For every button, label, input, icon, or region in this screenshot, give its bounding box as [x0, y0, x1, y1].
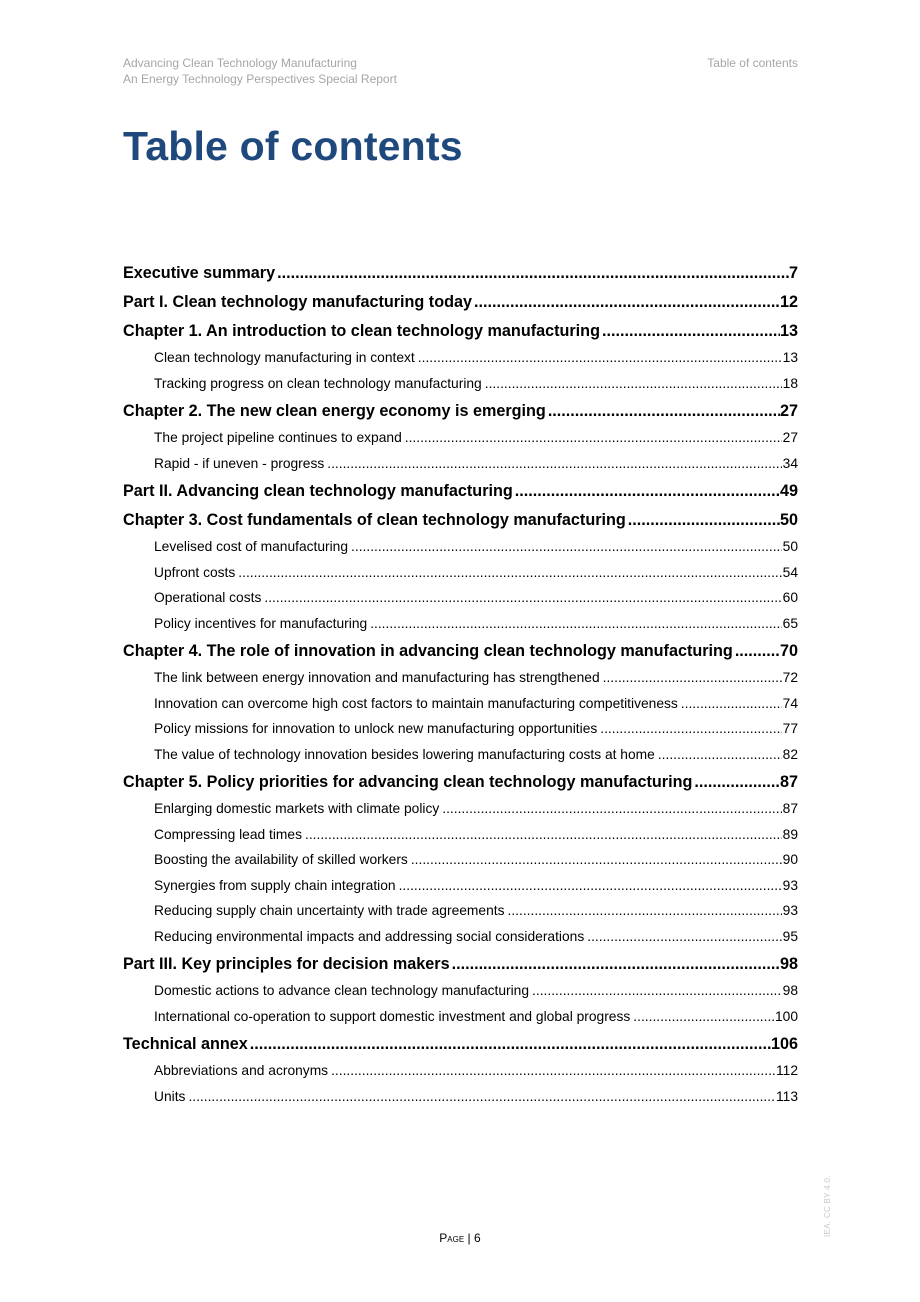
toc-entry-label: Synergies from supply chain integration	[154, 877, 396, 893]
toc-entry-section[interactable]	[123, 926, 798, 952]
toc-entry-section[interactable]	[123, 1006, 798, 1032]
page-footer	[0, 1231, 920, 1245]
footer-page-number: 6	[474, 1231, 481, 1245]
toc-entry-chapter[interactable]	[123, 289, 798, 318]
toc-entry-page: 54	[782, 564, 798, 580]
toc-entry-page: 113	[776, 1088, 798, 1104]
toc-dot-leader	[250, 1035, 771, 1054]
footer-page-word: Page	[439, 1231, 465, 1245]
running-header-section: Table of contents	[707, 56, 798, 70]
toc-entry-page: 50	[782, 539, 798, 554]
toc-entry-label: Chapter 2. The new clean energy economy is emerging	[123, 402, 546, 420]
toc-entry-section[interactable]	[123, 718, 798, 744]
toc-entry-label: Operational costs	[154, 590, 262, 605]
toc-entry-page: 87	[779, 773, 798, 791]
report-subtitle: An Energy Technology Perspectives Special Report	[123, 72, 397, 86]
toc-dot-leader	[305, 827, 782, 842]
toc-entry-page: 77	[782, 721, 798, 736]
toc-entry-label: Upfront costs	[154, 564, 236, 580]
toc-entry-section[interactable]	[123, 667, 798, 693]
toc-entry-label: Chapter 5. Policy priorities for advancing clean technology manufacturing	[123, 773, 693, 791]
toc-entry-section[interactable]	[123, 875, 798, 901]
toc-entry-page: 34	[782, 455, 798, 471]
toc-entry-page: 112	[776, 1063, 798, 1078]
toc-dot-leader	[603, 670, 782, 685]
toc-entry-section[interactable]	[123, 849, 798, 875]
toc-entry-page: 93	[782, 877, 798, 893]
toc-entry-label: Innovation can overcome high cost factors to maintain manufacturing competitiveness	[154, 695, 678, 711]
toc-entry-section[interactable]	[123, 587, 798, 613]
toc-entry-page: 60	[782, 590, 798, 605]
toc-entry-chapter[interactable]	[123, 318, 798, 347]
toc-entry-chapter[interactable]	[123, 260, 798, 289]
toc-entry-section[interactable]	[123, 693, 798, 719]
toc-entry-label: Tracking progress on clean technology manufacturing	[154, 375, 482, 391]
toc-entry-chapter[interactable]	[123, 507, 798, 536]
toc-entry-section[interactable]	[123, 900, 798, 926]
toc-dot-leader	[658, 747, 782, 762]
table-of-contents	[123, 260, 798, 1111]
toc-entry-page: 50	[779, 511, 798, 529]
toc-entry-page: 18	[782, 375, 798, 391]
toc-entry-page: 100	[774, 1008, 798, 1024]
toc-entry-page: 95	[782, 928, 798, 944]
toc-dot-leader	[418, 350, 782, 365]
toc-entry-label: The project pipeline continues to expand	[154, 430, 402, 445]
toc-entry-label: Policy missions for innovation to unlock new manufacturing opportunities	[154, 721, 598, 736]
toc-dot-leader	[411, 852, 782, 867]
toc-dot-leader	[327, 456, 781, 471]
toc-entry-page: 98	[779, 955, 798, 973]
toc-entry-section[interactable]	[123, 824, 798, 850]
toc-entry-chapter[interactable]	[123, 951, 798, 980]
toc-entry-label: Chapter 1. An introduction to clean technology manufacturing	[123, 322, 600, 340]
toc-entry-label: Executive summary	[123, 264, 276, 282]
toc-entry-section[interactable]	[123, 744, 798, 770]
toc-entry-section[interactable]	[123, 347, 798, 373]
toc-entry-label: Part III. Key principles for decision makers	[123, 955, 450, 973]
toc-dot-leader	[370, 616, 781, 631]
toc-dot-leader	[188, 1089, 775, 1104]
toc-entry-page: 27	[779, 402, 798, 420]
toc-entry-section[interactable]	[123, 980, 798, 1006]
toc-entry-section[interactable]	[123, 798, 798, 824]
toc-dot-leader	[474, 293, 780, 312]
toc-dot-leader	[602, 322, 780, 341]
toc-entry-label: Reducing supply chain uncertainty with trade agreements	[154, 903, 505, 918]
toc-entry-page: 7	[788, 264, 798, 282]
toc-entry-page: 72	[782, 670, 798, 685]
toc-entry-section[interactable]	[123, 1060, 798, 1086]
toc-entry-section[interactable]	[123, 453, 798, 479]
toc-dot-leader	[238, 565, 781, 580]
toc-dot-leader	[508, 903, 782, 918]
toc-entry-page: 82	[782, 746, 798, 762]
toc-entry-label: Part II. Advancing clean technology manufacturing	[123, 482, 513, 500]
toc-entry-label: Abbreviations and acronyms	[154, 1063, 329, 1078]
toc-entry-chapter[interactable]	[123, 769, 798, 798]
toc-entry-page: 89	[782, 826, 798, 842]
toc-entry-page: 13	[779, 322, 798, 340]
toc-dot-leader	[681, 696, 782, 711]
toc-entry-label: Rapid - if uneven - progress	[154, 455, 325, 471]
running-header-left	[123, 55, 397, 87]
toc-entry-label: Part I. Clean technology manufacturing today	[123, 293, 472, 311]
toc-entry-chapter[interactable]	[123, 1031, 798, 1060]
toc-entry-section[interactable]	[123, 613, 798, 639]
toc-entry-label: Enlarging domestic markets with climate policy	[154, 801, 440, 816]
toc-entry-section[interactable]	[123, 1086, 798, 1112]
toc-entry-label: International co-operation to support domestic investment and global progress	[154, 1008, 631, 1024]
toc-dot-leader	[442, 801, 781, 816]
toc-entry-label: The value of technology innovation besides lowering manufacturing costs at home	[154, 746, 655, 762]
toc-dot-leader	[351, 539, 782, 554]
toc-entry-label: Policy incentives for manufacturing	[154, 615, 368, 631]
toc-dot-leader	[548, 402, 780, 421]
toc-dot-leader	[694, 773, 780, 792]
toc-dot-leader	[405, 430, 782, 445]
toc-entry-label: Levelised cost of manufacturing	[154, 539, 349, 554]
toc-entry-label: Technical annex	[123, 1035, 248, 1053]
toc-dot-leader	[633, 1009, 774, 1024]
toc-entry-label: Reducing environmental impacts and addressing social considerations	[154, 928, 585, 944]
page-title: Table of contents	[123, 123, 463, 169]
toc-entry-page: 93	[782, 903, 798, 918]
toc-entry-page: 65	[782, 615, 798, 631]
toc-entry-section[interactable]	[123, 427, 798, 453]
toc-dot-leader	[277, 264, 789, 283]
toc-dot-leader	[485, 376, 782, 391]
toc-dot-leader	[515, 482, 780, 501]
report-title: Advancing Clean Technology Manufacturing	[123, 56, 357, 70]
toc-dot-leader	[735, 642, 780, 661]
toc-entry-label: Domestic actions to advance clean technology manufacturing	[154, 983, 530, 998]
toc-entry-chapter[interactable]	[123, 478, 798, 507]
toc-entry-page: 70	[779, 642, 798, 660]
toc-entry-section[interactable]	[123, 562, 798, 588]
toc-entry-label: The link between energy innovation and manufacturing has strengthened	[154, 670, 600, 685]
toc-dot-leader	[452, 955, 780, 974]
toc-entry-page: 90	[782, 852, 798, 867]
toc-entry-label: Boosting the availability of skilled workers	[154, 852, 408, 867]
toc-dot-leader	[628, 511, 780, 530]
toc-entry-label: Chapter 3. Cost fundamentals of clean technology manufacturing	[123, 511, 626, 529]
toc-entry-chapter[interactable]	[123, 398, 798, 427]
toc-entry-label: Compressing lead times	[154, 826, 302, 842]
toc-entry-page: 74	[782, 695, 798, 711]
toc-entry-label: Units	[154, 1088, 186, 1104]
toc-entry-page: 27	[782, 430, 798, 445]
footer-separator: |	[464, 1231, 474, 1245]
toc-entry-section[interactable]	[123, 373, 798, 399]
toc-dot-leader	[331, 1063, 775, 1078]
toc-entry-page: 12	[779, 293, 798, 311]
toc-entry-page: 87	[782, 801, 798, 816]
toc-entry-page: 49	[779, 482, 798, 500]
toc-entry-chapter[interactable]	[123, 638, 798, 667]
toc-entry-label: Chapter 4. The role of innovation in advancing clean technology manufacturing	[123, 642, 733, 660]
toc-entry-page: 98	[782, 983, 798, 998]
toc-dot-leader	[264, 590, 781, 605]
toc-dot-leader	[587, 929, 781, 944]
toc-entry-section[interactable]	[123, 536, 798, 562]
toc-dot-leader	[399, 878, 782, 893]
toc-dot-leader	[600, 721, 781, 736]
toc-entry-label: Clean technology manufacturing in context	[154, 350, 415, 365]
toc-dot-leader	[532, 983, 782, 998]
license-watermark: IEA. CC BY 4.0.	[823, 1175, 832, 1237]
toc-entry-page: 13	[782, 350, 798, 365]
toc-entry-page: 106	[770, 1035, 798, 1053]
